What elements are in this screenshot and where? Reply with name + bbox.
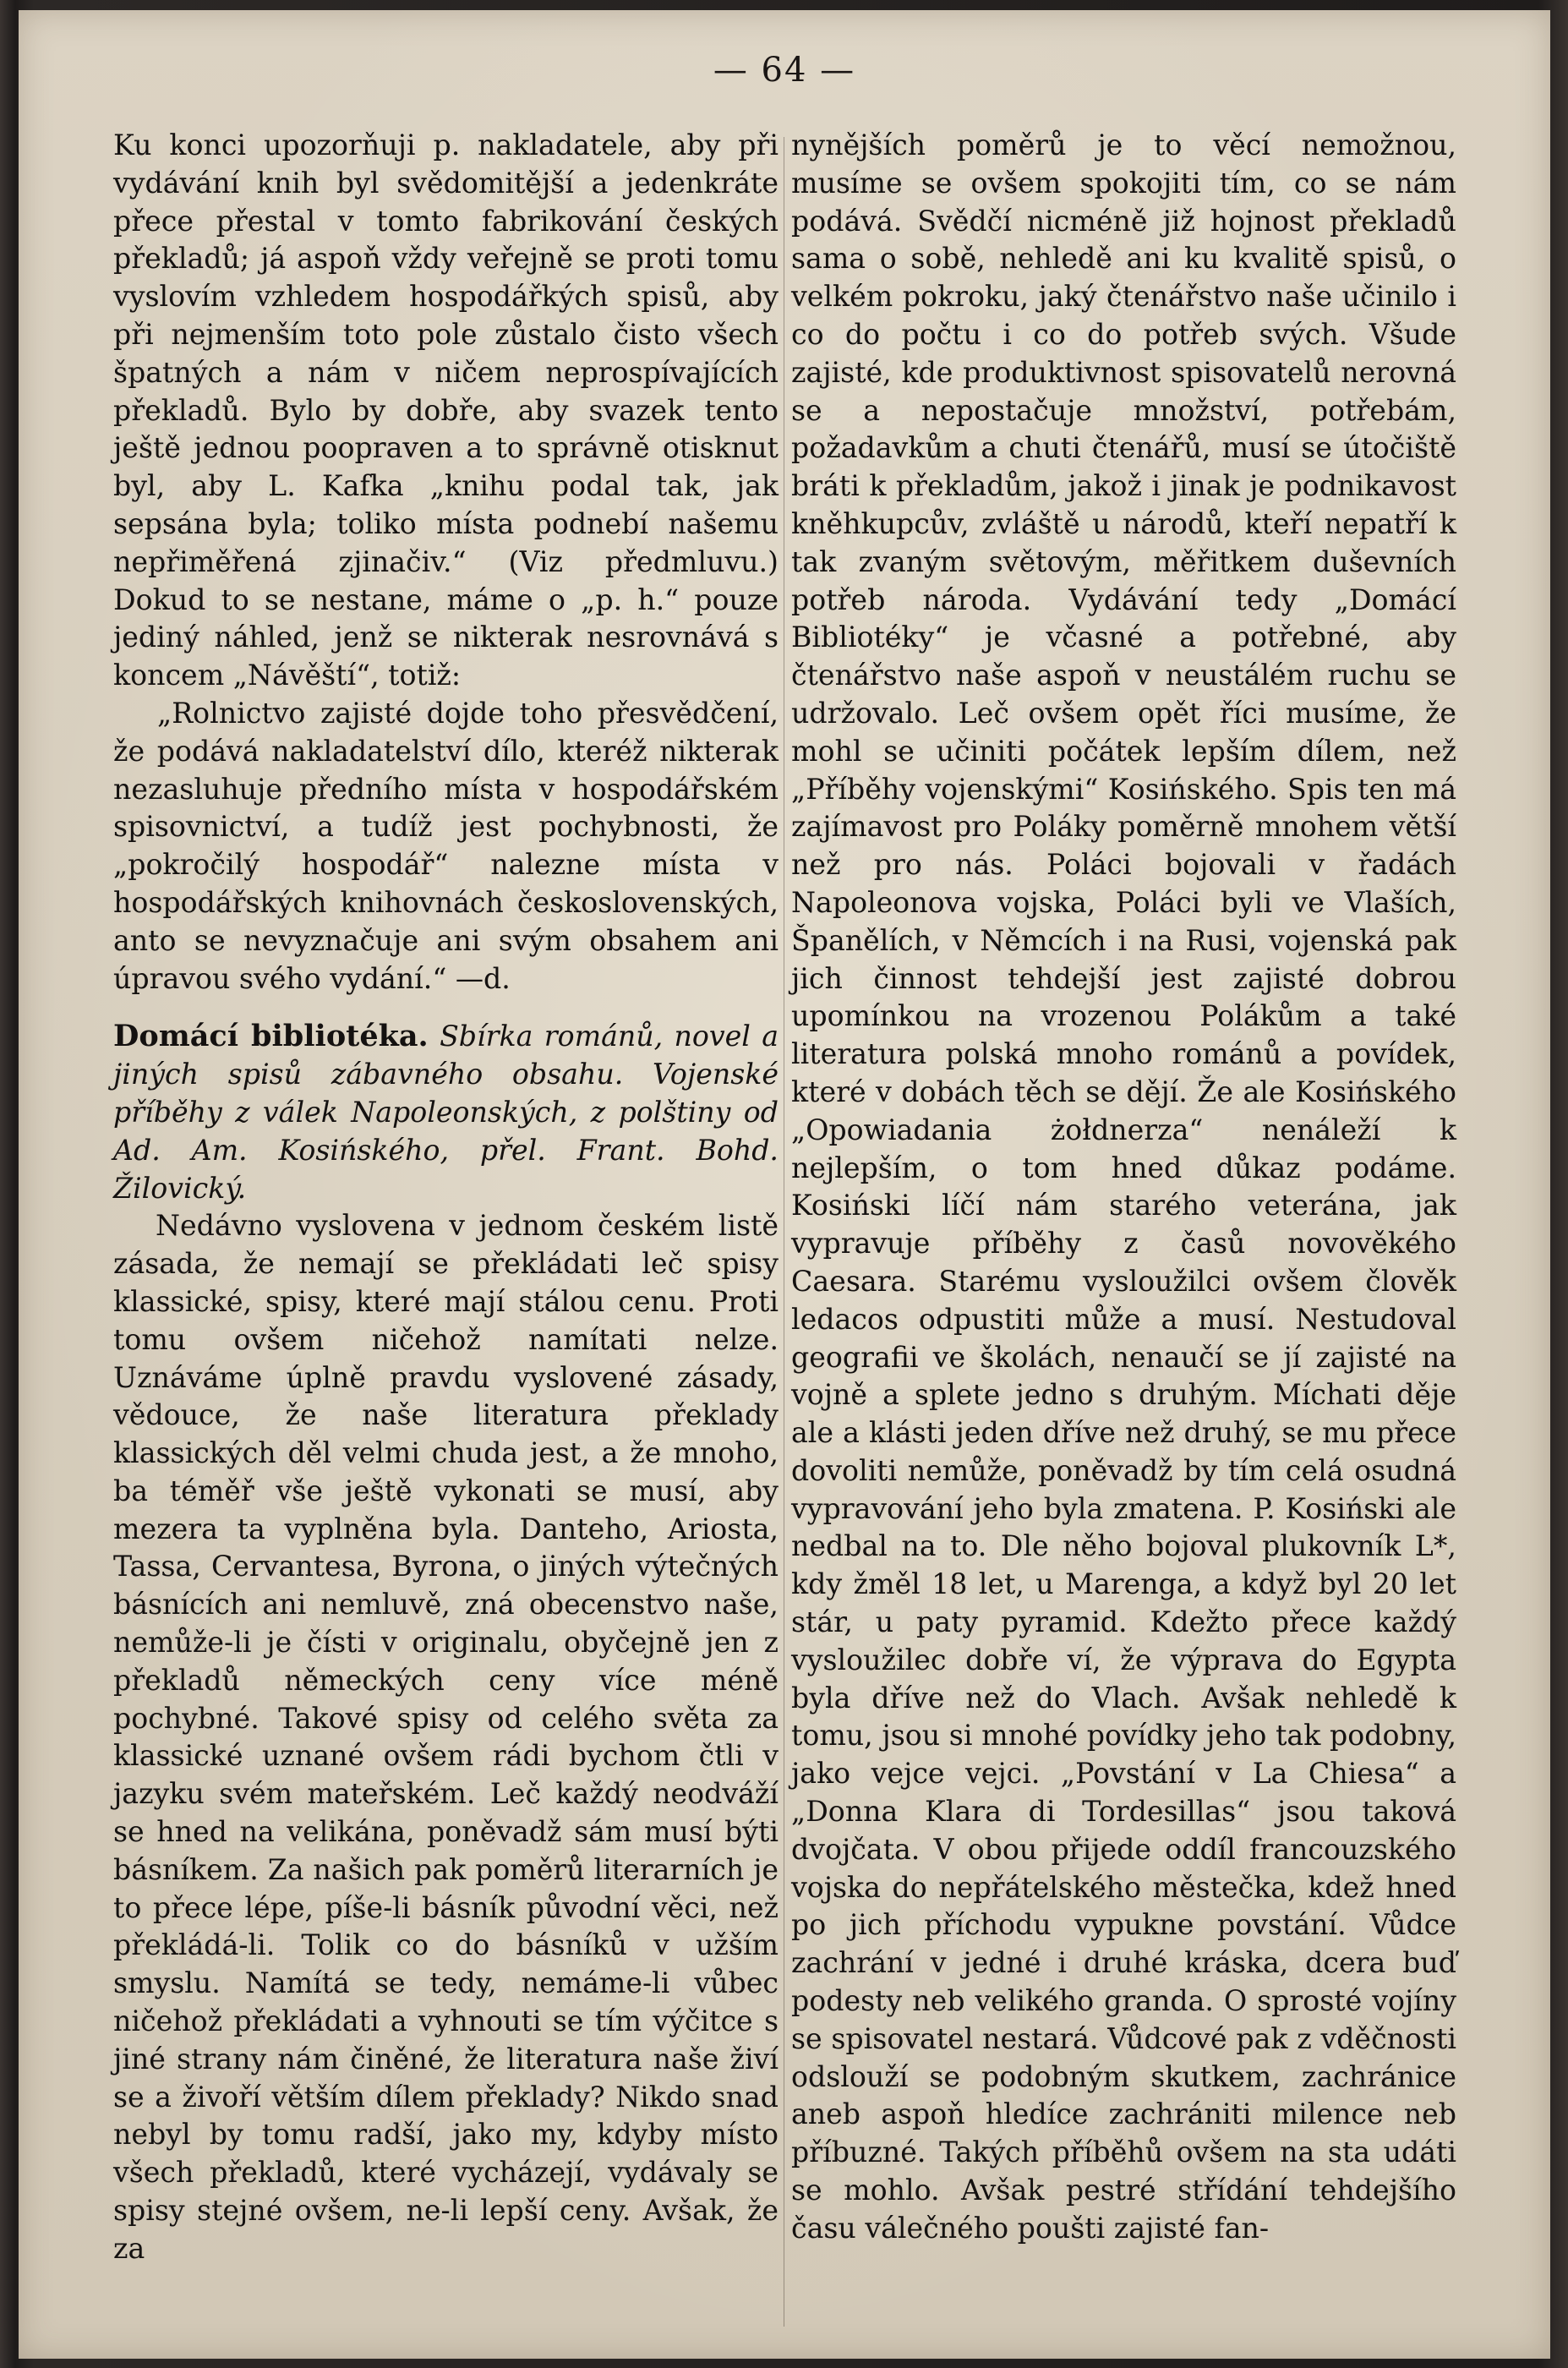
continued-paragraph: nynějších poměrů je to věcí nemožnou, musíme se ovšem spokojiti tím, co se nám podává. Svědčí nicméně již hojnost překladů sama o sobě, nehledě ani ku kvalitě spisů, o velkém pokroku, jaký čtenářstvo naše učinilo i co do počtu i co do potřeb svých. Všude zajisté, kde produktivnost spisovatelů nerovná se a nepostačuje množství, potřebám, požadavkům a chuti čtenářů, musí se útočiště bráti k překladům, jakož i jinak je podnikavost kněhkupcův, zvláště u národů, kteří nepatří k tak zvaným světovým, měřitkem duševních potřeb národa. Vydávání tedy „Domácí Bibliotéky“ je včasné a potřebné, aby čtenářstvo naše aspoň v neustálém ruchu se udržovalo. Leč ovšem opět říci musíme, že mohl se učiniti počátek lepším dílem, než „Příběhy vojenskými“ Kosińského. Spis ten má zajímavost pro Poláky poměrně mnohem větší než pro nás. Poláci bojovali v řadách Napoleonova vojska, Poláci byli ve Vlaších, Španělích, v Němcích i na Rusi, vojenská pak jich činnost tehdejší jest zajisté dobrou upomínkou na vrozenou Polákům a také literatura polská mnoho románů a povídek, které v dobách těch se dějí. Že ale Kosińského „Opowiadania żołdnerza“ nenáleží k nejlepším, o tom hned důkaz podáme. Kosiński líčí nám starého veterána, jak vypravuje příběhy z časů novověkého Caesara. Starému vysloužilci ovšem člověk ledacos odpustiti může a musí. Nestudoval geografii ve školách, nenaučí se jí zajisté na vojně a splete jedno s druhým. Míchati děje ale a klásti jeden dříve než druhý, se mu přece dovoliti nemůže, poněvadž by tím celá osudná vypravování jeho byla zmatena. P. Kosiński ale nedbal na to. Dle něho bojoval plukovník L*, kdy žměl 18 let, u Marenga, a když byl 20 let stár, u paty pyramid. Kdežto přece každý vysloužilec dobře ví, že výprava do Egypta byla dříve než do Vlach. Avšak nehledě k tomu, jsou si mnohé povídky jeho tak podobny, jako vejce vejci. „Povstání v La Chiesa“ a „Donna Klara di Tordesillas“ jsou taková dvojčata. V obou přijede oddíl francouzského vojska do nepřátelského městečka, kdež hned po jich příchodu vypukne povstání. Vůdce zachrání v jedné i druhé kráska, dcera buď podesty neb velikého granda. O sprosté vojíny se spisovatel nestará. Vůdcové pak z vděčnosti odslouží se podobným skutkem, zachránice aneb aspoň hledíce zachrániti milence neb příbuzné. Takých příběhů ovšem na sta udáti se mohlo. Avšak pestré střídání tehdejšího času válečného poušti zajisté fan- <box>791 129 1456 2245</box>
book-page <box>19 10 1550 2359</box>
review-heading <box>113 1018 779 1207</box>
quoted-passage: „Rolnictvo zajisté dojde toho přesvědčení, že podává nakladatelství dílo, kteréž nikterak nezasluhuje předního místa v hospodářském spisovnictví, a tudíž jest pochybnosti, že „pokročilý hospodář“ nalezne místa v hospodářských knihovnách československých, anto se nevyznačuje ani svým obsahem ani úpravou svého vydání.“ —d. <box>113 696 779 995</box>
intro-paragraph: Ku konci upozorňuji p. nakladatele, aby při vydávání knih byl svědomitější a jedenkráte přece přestal v tomto fabrikování českých překladů; já aspoň vždy veřejně se proti tomu vyslovím vzhledem hospodářkých spisů, aby při nejmenším toto pole zůstalo čisto všech špatných a nám v ničem neprospívajících překladů. Bylo by dobře, aby svazek tento ještě jednou poopraven a to správně otisknut byl, aby L. Kafka „knihu podal tak, jak sepsána byla; toliko místa podnebí našemu nepřiměřená zjinačiv.“ (Viz předmluvu.) Dokud to se nestane, máme o „p. h.“ pouze jediný náhled, jenž se nikterak nesrovnává s koncem „Návěští“, totiž: <box>113 129 779 692</box>
book-title: Sbírka románů, novel a jiných spisů zábavného obsahu. Vojenské příběhy z válek Napoleonských, z polštiny od Ad. Am. Kosińského, přel. Frant. Bohd. Žilovický. <box>113 1020 779 1205</box>
review-paragraph: Nedávno vyslovena v jednom českém listě zásada, že nemají se překládati leč spisy klassické, spisy, které mají stálou cenu. Proti tomu ovšem ničehož namítati nelze. Uznáváme úplně pravdu vyslovené zásady, vědouce, že naše literatura překlady klassických děl velmi chuda jest, a že mnoho, ba téměř vše ještě vykonati se musí, aby mezera ta vyplněna byla. Danteho, Ariosta, Tassa, Cervantesa, Byrona, o jiných výtečných básnících ani nemluvě, zná obecenstvo naše, nemůže-li je čísti v originalu, obyčejně jen z překladů německých ceny více méně pochybné. Takové spisy od celého světa za klassické uznané ovšem rádi bychom čtli v jazyku svém mateřském. Leč každý neodváží se hned na velikána, poněvadž sám musí býti básníkem. Za našich pak poměrů literarních je to přece lépe, píše-li básník původní věci, než překládá-li. Tolik co do básníků v užším smyslu. Namítá se tedy, nemáme-li vůbec ničehož překládati a vyhnouti se tím výčitce s jiné strany nám činěné, že literatura naše živí se a živoří větším dílem překlady? Nikdo snad nebyl by tomu radší, jako my, kdyby místo všech překladů, které vycházejí, vydávaly se spisy stejné ovšem, ne-li lepší ceny. Avšak, že za <box>113 1209 779 2265</box>
section-title: Domácí bibliotéka. <box>113 1019 429 1054</box>
left-column <box>113 127 779 2268</box>
page-number: — 64 — <box>713 51 856 90</box>
right-column <box>791 127 1456 2248</box>
